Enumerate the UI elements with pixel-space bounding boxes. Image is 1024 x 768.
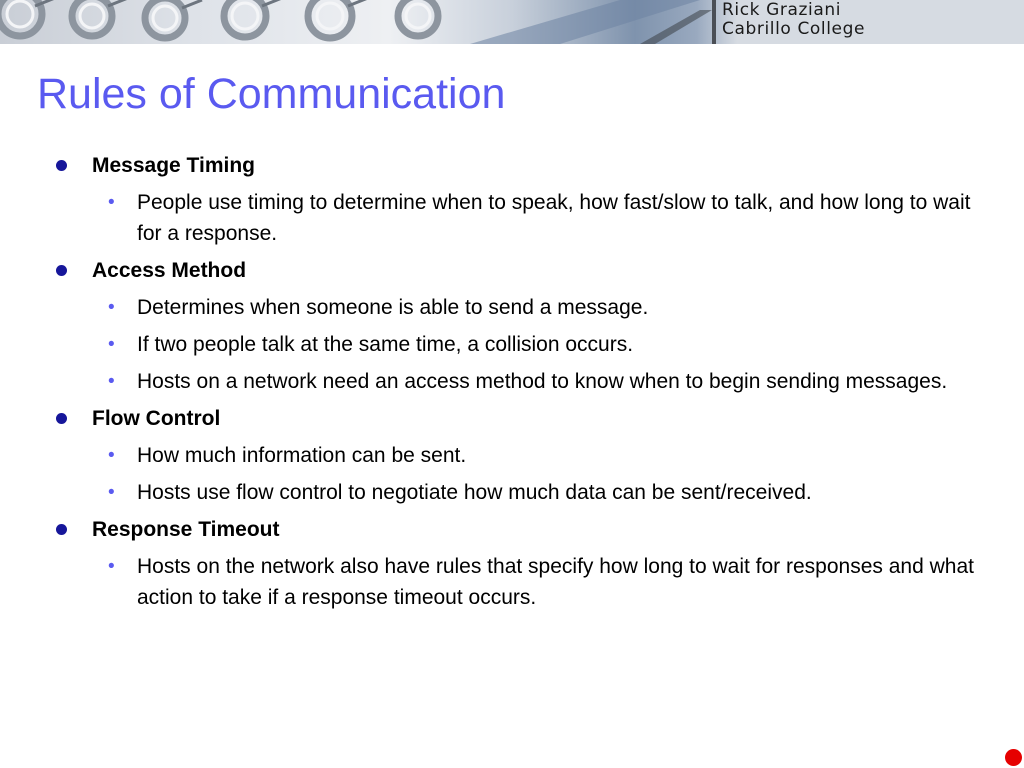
sub-bullet-icon: •	[108, 371, 115, 392]
institution-name: Cabrillo College	[722, 19, 866, 39]
bullet-section	[50, 514, 980, 613]
sub-bullet-item	[50, 292, 980, 323]
sub-bullet-text: Hosts on the network also have rules that specify how long to wait for responses and what action to take if a response timeout occurs.	[137, 555, 974, 609]
sub-bullet-item	[50, 329, 980, 360]
sub-bullet-item	[50, 187, 980, 249]
header-banner	[0, 0, 1024, 44]
bullet-heading-text: Response Timeout	[92, 518, 280, 541]
bullet-heading-text: Flow Control	[92, 407, 221, 430]
sub-bullet-item	[50, 477, 980, 508]
red-dot-marker	[1005, 749, 1022, 766]
bullet-list	[50, 150, 980, 613]
sub-bullet-text: Determines when someone is able to send a message.	[137, 296, 649, 319]
bullet-heading	[50, 514, 980, 545]
sub-bullet-item	[50, 551, 980, 613]
sub-bullet-text: Hosts use flow control to negotiate how much data can be sent/received.	[137, 481, 812, 504]
bullet-heading	[50, 403, 980, 434]
sub-bullet-icon: •	[108, 297, 115, 318]
sub-bullet-icon: •	[108, 192, 115, 213]
sub-bullet-icon: •	[108, 445, 115, 466]
bullet-section	[50, 255, 980, 397]
bullet-dot-icon	[56, 265, 67, 276]
sub-bullet-text: If two people talk at the same time, a collision occurs.	[137, 333, 634, 356]
bullet-heading-text: Message Timing	[92, 154, 255, 177]
sub-bullet-item	[50, 440, 980, 471]
bullet-heading	[50, 150, 980, 181]
author-credit	[722, 1, 865, 39]
bullet-dot-icon	[56, 160, 67, 171]
sub-bullet-icon: •	[108, 482, 115, 503]
bullet-section	[50, 150, 980, 249]
banner-network-graphic	[0, 0, 1024, 44]
bullet-dot-icon	[56, 524, 67, 535]
sub-bullet-icon: •	[108, 334, 115, 355]
sub-bullet-text: Hosts on a network need an access method to know when to begin sending messages.	[137, 370, 948, 393]
slide-title: Rules of Communication	[37, 70, 506, 118]
bullet-section	[50, 403, 980, 508]
sub-bullet-item	[50, 366, 980, 397]
sub-bullet-icon: •	[108, 556, 115, 577]
bullet-heading	[50, 255, 980, 286]
sub-bullet-text: People use timing to determine when to speak, how fast/slow to talk, and how long to wait for a response.	[137, 191, 971, 245]
author-name: Rick Graziani	[722, 0, 842, 20]
sub-bullet-text: How much information can be sent.	[137, 444, 467, 467]
bullet-dot-icon	[56, 413, 67, 424]
bullet-heading-text: Access Method	[92, 259, 247, 282]
